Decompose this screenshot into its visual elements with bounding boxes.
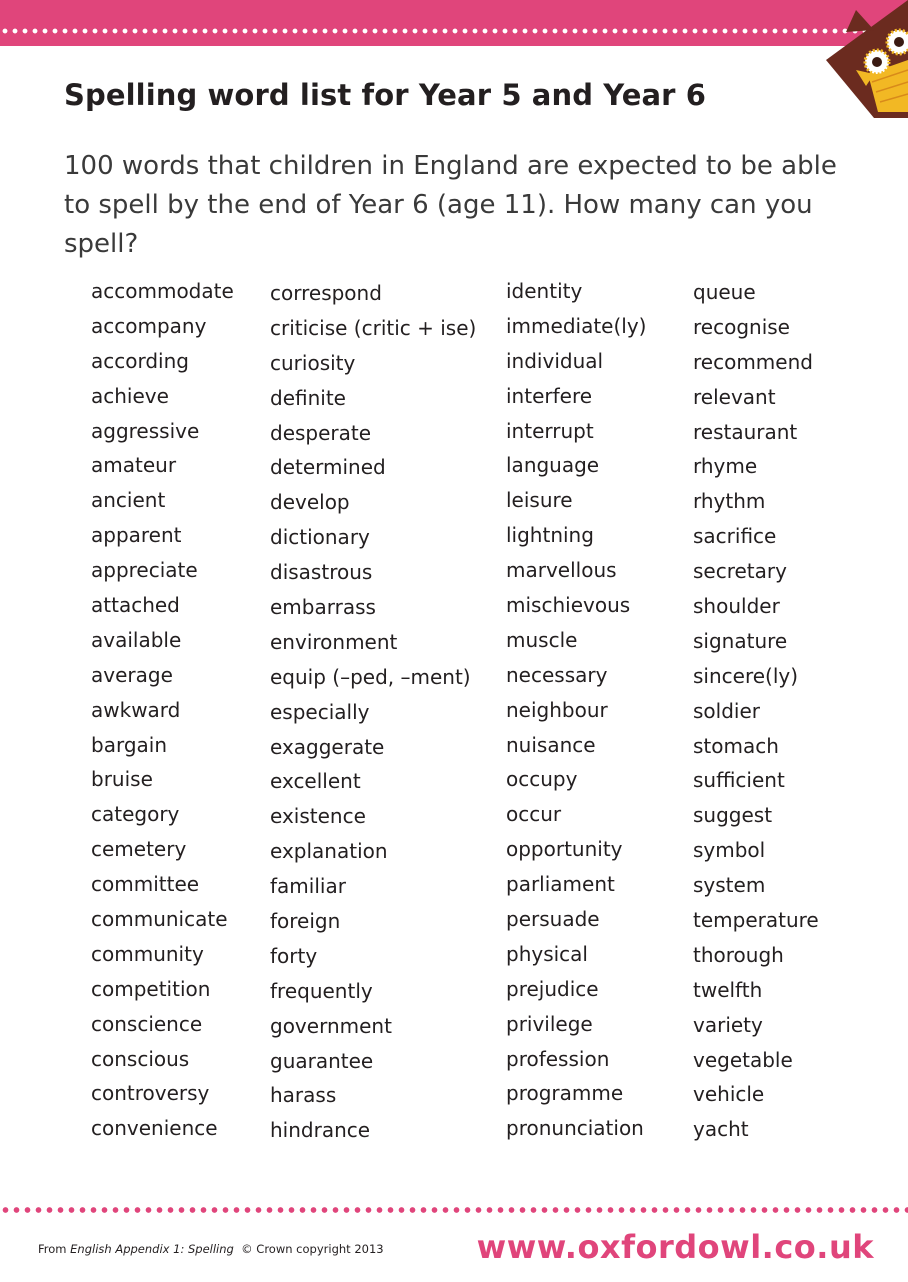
word-item: awkward bbox=[91, 697, 181, 722]
word-item: recommend bbox=[693, 349, 813, 374]
word-item: cemetery bbox=[91, 837, 187, 862]
dotted-border-top bbox=[0, 27, 908, 35]
word-item: signature bbox=[693, 628, 788, 653]
word-item: criticise (critic + ise) bbox=[270, 315, 477, 340]
word-column-2 bbox=[270, 276, 476, 1148]
word-item: curiosity bbox=[270, 350, 356, 375]
word-item: competition bbox=[91, 976, 211, 1001]
word-item: parliament bbox=[506, 872, 615, 897]
word-item: explanation bbox=[270, 839, 388, 864]
owl-icon bbox=[816, 0, 908, 118]
word-item: yacht bbox=[693, 1117, 749, 1142]
word-item: communicate bbox=[91, 907, 228, 932]
word-item: pronunciation bbox=[506, 1116, 644, 1141]
word-item: foreign bbox=[270, 909, 341, 934]
word-item: bruise bbox=[91, 767, 153, 792]
word-column-1 bbox=[91, 274, 234, 1146]
page-subtitle: 100 words that children in England are expected to be able to spell by the end of Year 6 (age 11). How many can you spell? bbox=[64, 151, 837, 259]
word-item: achieve bbox=[91, 383, 169, 408]
word-item: thorough bbox=[693, 942, 784, 967]
word-item: secretary bbox=[693, 559, 787, 584]
word-item: shoulder bbox=[693, 594, 780, 619]
word-item: necessary bbox=[506, 662, 608, 687]
word-item: twelfth bbox=[693, 977, 763, 1002]
word-item: suggest bbox=[693, 803, 773, 828]
word-item: dictionary bbox=[270, 525, 370, 550]
word-item: correspond bbox=[270, 281, 382, 305]
word-item: definite bbox=[270, 385, 346, 410]
word-item: forty bbox=[270, 943, 318, 968]
word-item: symbol bbox=[693, 838, 766, 863]
word-item: accommodate bbox=[91, 279, 234, 303]
word-item: frequently bbox=[270, 978, 373, 1003]
word-item: rhythm bbox=[693, 489, 766, 514]
word-item: occupy bbox=[506, 767, 578, 792]
word-item: conscience bbox=[91, 1011, 203, 1036]
word-item: convenience bbox=[91, 1116, 218, 1141]
website-url[interactable]: www.oxfordowl.co.uk bbox=[476, 1228, 874, 1266]
word-item: nuisance bbox=[506, 732, 596, 757]
word-item: rhyme bbox=[693, 454, 758, 479]
word-item: leisure bbox=[506, 488, 573, 513]
word-item: immediate(ly) bbox=[506, 313, 647, 338]
word-item: opportunity bbox=[506, 837, 623, 862]
word-item: lightning bbox=[506, 523, 594, 548]
word-column-3 bbox=[506, 274, 646, 1146]
word-item: attached bbox=[91, 593, 180, 618]
word-item: exaggerate bbox=[270, 734, 385, 759]
word-column-4 bbox=[693, 275, 819, 1147]
word-item: according bbox=[91, 348, 189, 373]
word-item: temperature bbox=[693, 908, 819, 933]
word-item: persuade bbox=[506, 907, 600, 932]
word-item: determined bbox=[270, 455, 386, 480]
word-item: privilege bbox=[506, 1011, 593, 1036]
page-title: Spelling word list for Year 5 and Year 6 bbox=[64, 78, 707, 112]
word-item: soldier bbox=[693, 698, 760, 723]
word-item: bargain bbox=[91, 732, 168, 757]
word-item: language bbox=[506, 453, 600, 478]
word-item: sufficient bbox=[693, 768, 785, 793]
word-item: embarrass bbox=[270, 595, 376, 620]
word-item: stomach bbox=[693, 733, 779, 758]
word-item: marvellous bbox=[506, 558, 617, 583]
word-item: committee bbox=[91, 872, 200, 897]
word-item: mischievous bbox=[506, 593, 631, 618]
word-item: ancient bbox=[91, 488, 166, 513]
word-item: conscious bbox=[91, 1046, 190, 1071]
word-item: government bbox=[270, 1013, 392, 1038]
word-item: especially bbox=[270, 699, 370, 724]
word-item: occur bbox=[506, 802, 562, 827]
word-item: neighbour bbox=[506, 697, 608, 722]
word-item: queue bbox=[693, 280, 756, 304]
word-item: existence bbox=[270, 804, 366, 829]
word-item: harass bbox=[270, 1083, 337, 1108]
word-item: system bbox=[693, 873, 766, 898]
word-item: accompany bbox=[91, 313, 207, 338]
word-item: relevant bbox=[693, 384, 776, 409]
word-item: develop bbox=[270, 490, 350, 515]
word-item: individual bbox=[506, 348, 604, 373]
word-item: equip (–ped, –ment) bbox=[270, 664, 471, 689]
credit-suffix: © Crown copyright 2013 bbox=[233, 1242, 384, 1256]
word-item: muscle bbox=[506, 627, 578, 652]
word-item: environment bbox=[270, 629, 398, 654]
word-item: average bbox=[91, 662, 173, 687]
word-item: available bbox=[91, 627, 182, 652]
word-item: sacrifice bbox=[693, 524, 777, 549]
word-item: category bbox=[91, 802, 180, 827]
top-banner bbox=[0, 0, 908, 46]
word-item: appreciate bbox=[91, 558, 198, 583]
word-item: guarantee bbox=[270, 1048, 374, 1073]
word-item: apparent bbox=[91, 523, 182, 548]
credit-prefix: From bbox=[38, 1242, 71, 1256]
word-item: profession bbox=[506, 1046, 610, 1071]
word-item: recognise bbox=[693, 314, 790, 339]
word-item: desperate bbox=[270, 420, 372, 445]
word-item: interrupt bbox=[506, 418, 594, 443]
word-item: vegetable bbox=[693, 1047, 793, 1072]
word-item: vehicle bbox=[693, 1082, 765, 1107]
word-item: restaurant bbox=[693, 419, 798, 444]
credit-source: English Appendix 1: Spelling bbox=[70, 1242, 234, 1256]
word-item: identity bbox=[506, 279, 583, 303]
word-item: familiar bbox=[270, 874, 346, 899]
word-item: aggressive bbox=[91, 418, 200, 443]
dotted-border-bottom bbox=[0, 1205, 908, 1215]
word-item: variety bbox=[693, 1012, 763, 1037]
word-item: excellent bbox=[270, 769, 361, 794]
copyright-credit bbox=[38, 1242, 384, 1256]
word-item: prejudice bbox=[506, 976, 599, 1001]
word-item: hindrance bbox=[270, 1118, 371, 1143]
word-item: physical bbox=[506, 941, 588, 966]
word-item: sincere(ly) bbox=[693, 663, 799, 688]
word-item: interfere bbox=[506, 383, 593, 408]
word-item: amateur bbox=[91, 453, 177, 478]
word-item: disastrous bbox=[270, 560, 373, 585]
word-item: community bbox=[91, 941, 204, 966]
word-item: programme bbox=[506, 1081, 624, 1106]
word-item: controversy bbox=[91, 1081, 210, 1106]
